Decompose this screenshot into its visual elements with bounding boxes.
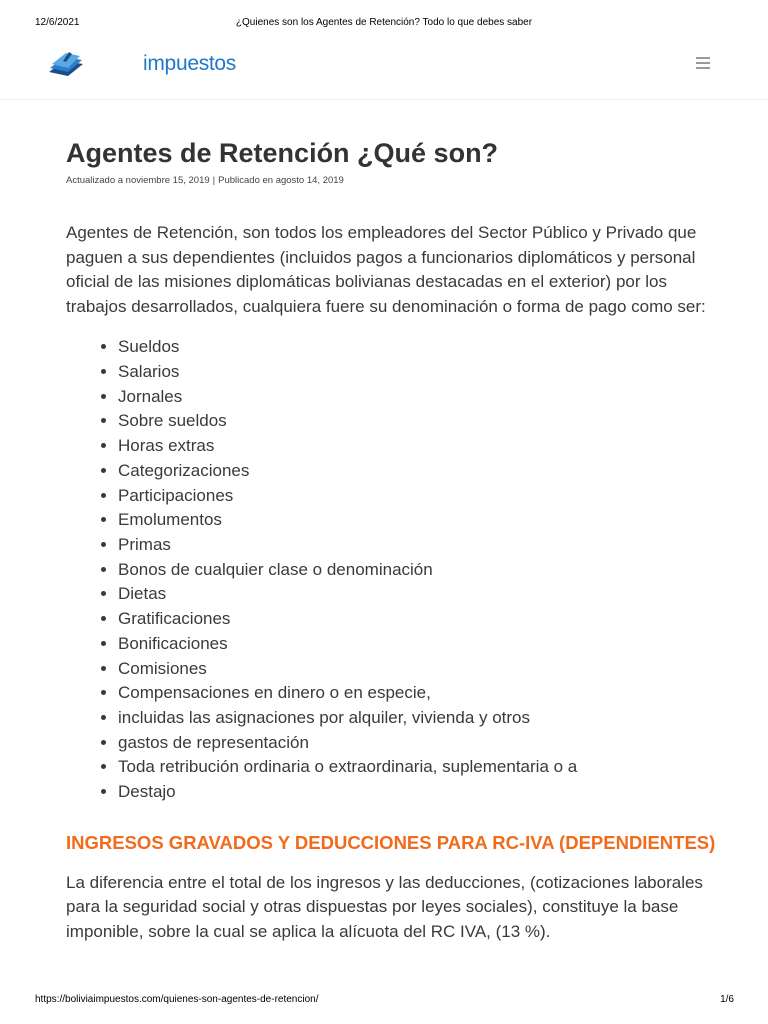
- list-item: • Horas extras: [118, 434, 716, 459]
- site-logo-text[interactable]: impuestos: [143, 52, 237, 75]
- payment-forms-list: [66, 335, 716, 804]
- list-item: • Emolumentos: [118, 508, 716, 533]
- list-item: • Destajo: [118, 780, 716, 805]
- print-date: 12/6/2021: [35, 17, 80, 28]
- list-item: • Gratificaciones: [118, 607, 716, 632]
- section-heading: INGRESOS GRAVADOS Y DEDUCCIONES PARA RC-IVA (DEPENDIENTES): [66, 831, 716, 853]
- list-item: • Sueldos: [118, 335, 716, 360]
- stacked-layers-logo-icon[interactable]: [46, 50, 86, 78]
- meta-separator: |: [212, 175, 216, 186]
- list-item: • Bonificaciones: [118, 632, 716, 657]
- list-item: • Compensaciones en dinero o en especie,: [118, 681, 716, 706]
- list-item: • Bonos de cualquier clase o denominación: [118, 558, 716, 583]
- article: [66, 134, 716, 945]
- article-intro: Agentes de Retención, son todos los empleadores del Sector Público y Privado que paguen a sus dependientes (incluidos pagos a funcionarios diplomáticos y personal oficial de las misiones diplomáticas bolivianas destacadas en el exterior) por los trabajos desarrollados, cualquiera fuere su denominación o forma de pago como ser:: [66, 223, 706, 316]
- meta-updated: Actualizado a noviembre 15, 2019: [66, 175, 210, 186]
- page-number: 1/6: [720, 994, 734, 1005]
- list-item: • Comisiones: [118, 657, 716, 682]
- site-header: [0, 44, 768, 84]
- header-divider: [0, 99, 768, 100]
- list-item: • Sobre sueldos: [118, 409, 716, 434]
- list-item: • Primas: [118, 533, 716, 558]
- list-item: • Participaciones: [118, 484, 716, 509]
- list-item: • Toda retribución ordinaria o extraordinaria, suplementaria o a: [118, 755, 716, 780]
- page-url-link[interactable]: https://boliviaimpuestos.com/quienes-son-agentes-de-retencion/: [35, 994, 319, 1005]
- hamburger-menu-icon[interactable]: [696, 57, 710, 68]
- list-item: • Jornales: [118, 385, 716, 410]
- list-item: • Categorizaciones: [118, 459, 716, 484]
- section-body: La diferencia entre el total de los ingresos y las deducciones, (cotizaciones laborales para la seguridad social y otras dispuestas por leyes sociales), constituye la base imponible, sobre la cual se aplica la alícuota del RC IVA, (13 %).: [66, 872, 703, 941]
- list-item: • incluidas las asignaciones por alquiler, vivienda y otros: [118, 706, 716, 731]
- list-item: • Salarios: [118, 360, 716, 385]
- print-footer: [0, 994, 768, 1008]
- list-item: • gastos de representación: [118, 731, 716, 756]
- print-page-title: ¿Quienes son los Agentes de Retención? Todo lo que debes saber: [235, 17, 533, 28]
- article-title: Agentes de Retención ¿Qué son?: [66, 138, 499, 168]
- list-item: • Dietas: [118, 582, 716, 607]
- article-meta: [66, 175, 716, 187]
- print-header: [0, 17, 768, 31]
- meta-published: Publicado en agosto 14, 2019: [218, 175, 344, 186]
